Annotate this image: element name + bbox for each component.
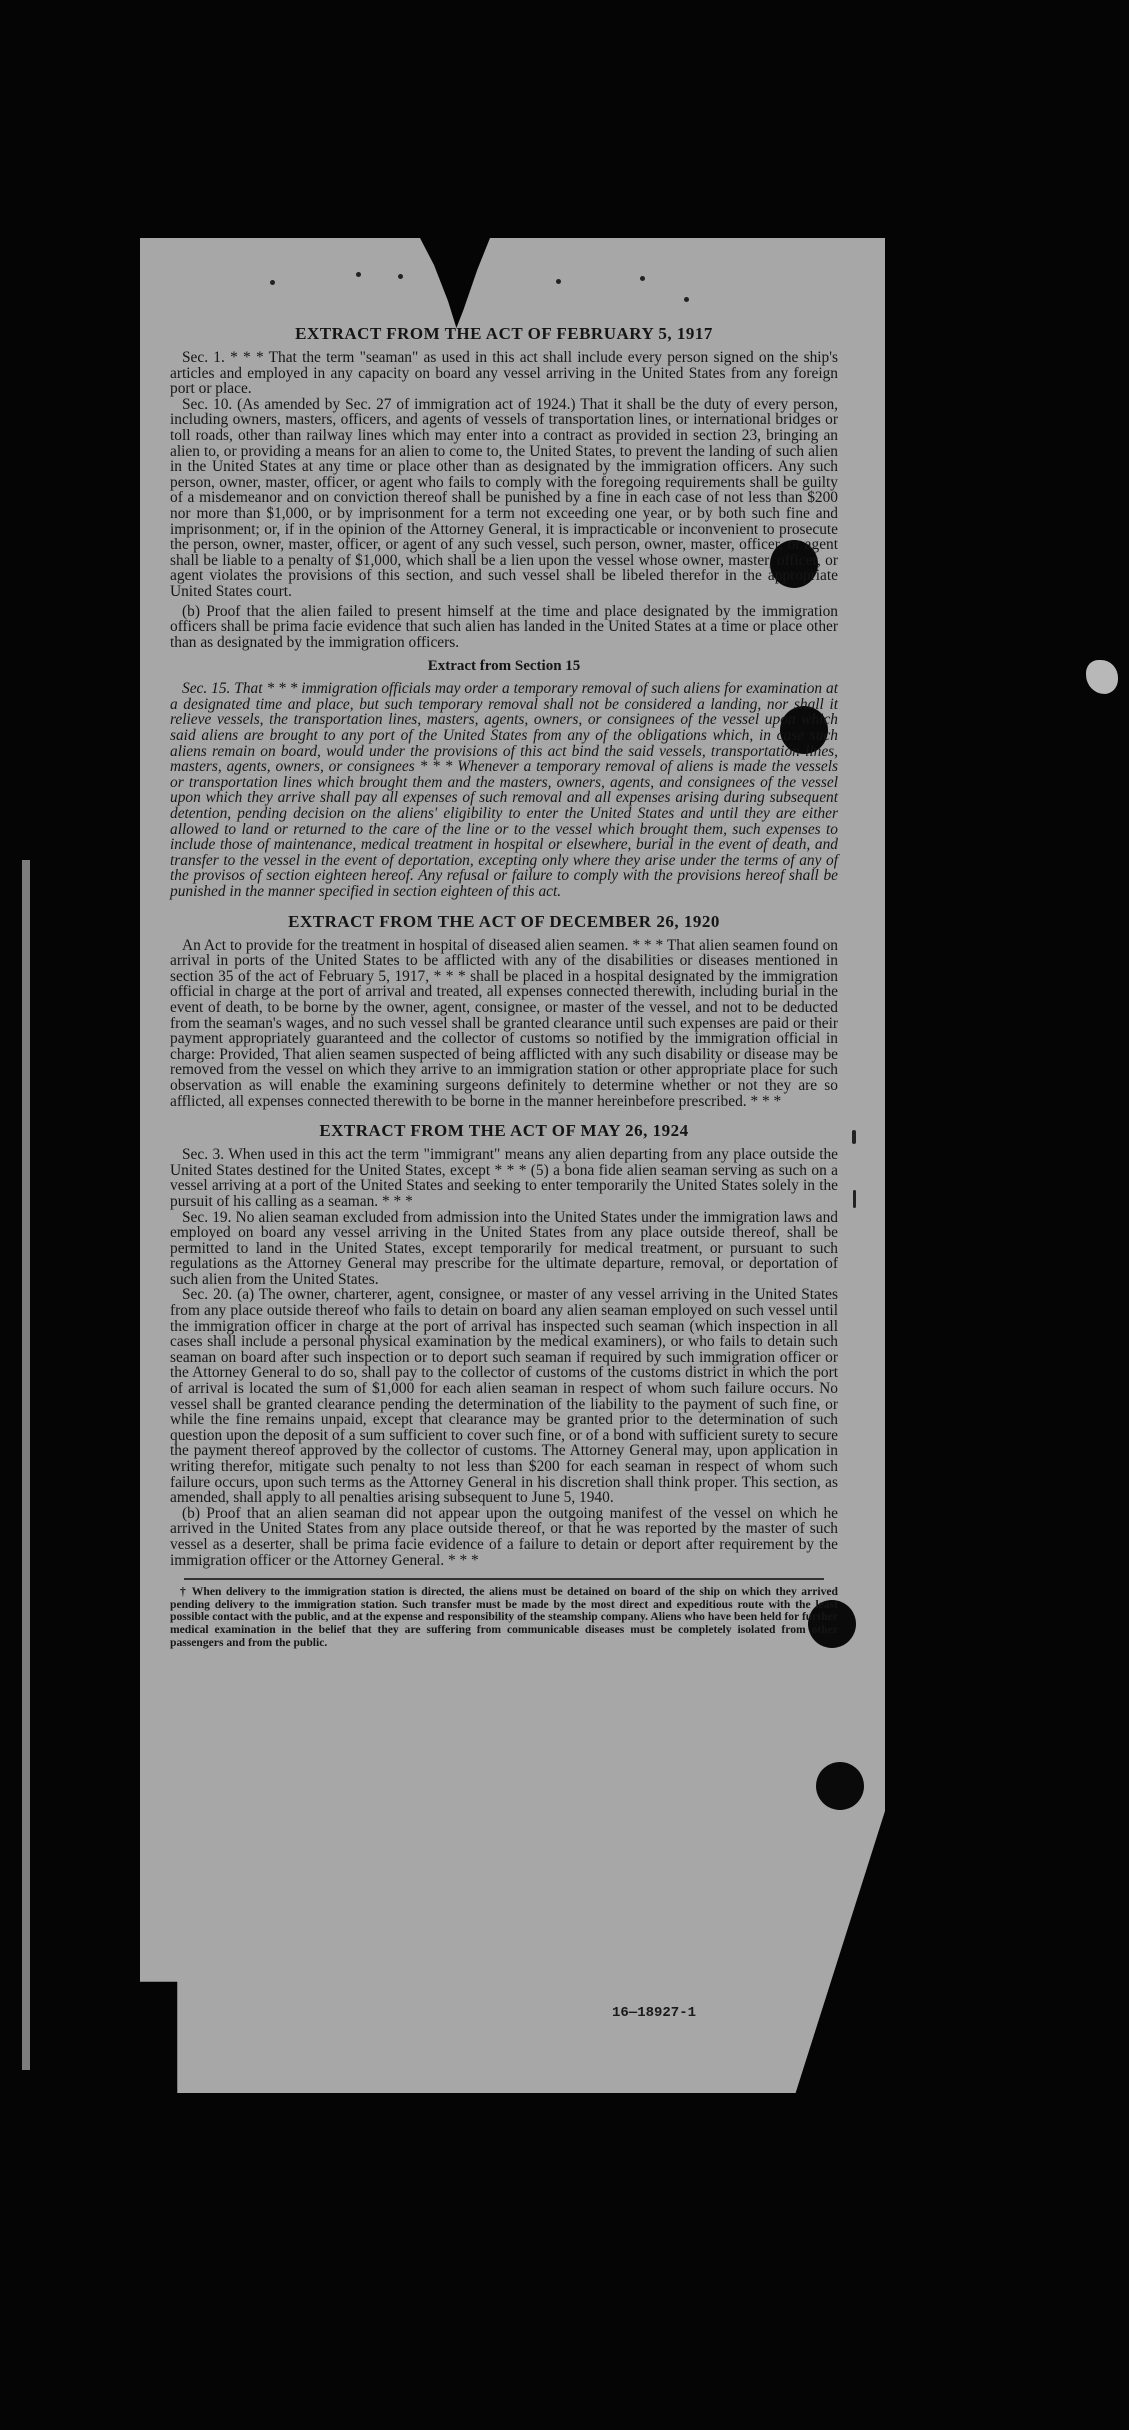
section-3: Sec. 3. When used in this act the term "immigrant" means any alien departing from any place outside the United States destined for the United States, except * * * (5) a bona fide alien seaman serving as such on a vessel arriving at a port of the United States and seeking to enter temporarily the United States solely in the pursuit of his calling as a seaman. * * * [170,1146,838,1210]
punch-hole [816,1762,864,1810]
speck [398,274,403,279]
speck [640,276,645,281]
heading-act-1920: EXTRACT FROM THE ACT OF DECEMBER 26, 1920 [288,911,720,931]
speck [853,1190,856,1208]
section-20a: Sec. 20. (a) The owner, charterer, agent, consignee, or master of any vessel arriving in the United States from any place outside thereof who fails to detain on board any alien seaman employed on such vessel until the immigration officer in charge at the port of arrival has inspected such seaman (which inspection in all cases shall include a personal physical examination by the medical examiners), or who fails to detain such seaman on board after such inspection or to deport such seaman if required by such immigration officer or the Attorney General to do so, shall pay to the collector of customs of the customs district in which the port of arrival is located the sum of $1,000 for each alien seaman in respect of whom such failure occurs. No vessel shall be granted clearance pending the determination of the liability to the payment of such fine, or while the fine remains unpaid, except that clearance may be granted prior to the determination of such question upon the deposit of a sum sufficient to cover such fine, or of a bond with sufficient surety to secure the payment thereof approved by the collector of customs. The Attorney General may, upon application in writing therefor, mitigate such penalty to not less than $200 for each seaman in respect of whom such failure occurs, upon such terms as the Attorney General in his discretion shall think proper. This section, as amended, shall apply to all penalties arising subsequent to June 5, 1940. [170,1286,838,1507]
film-edge-strip [22,860,30,2070]
section-20b: (b) Proof that an alien seaman did not appear upon the outgoing manifest of the vessel on which he arrived in the United States from any place outside thereof, or that he was reported by the master of such vessel as a deserter, shall be prima facie evidence of a failure to detain or deport after requirement by the immigration officer or the Attorney General. * * * [170,1504,838,1569]
heading-act-1917: EXTRACT FROM THE ACT OF FEBRUARY 5, 1917 [295,324,713,343]
heading-act-1924: EXTRACT FROM THE ACT OF MAY 26, 1924 [319,1121,689,1141]
section-15: Sec. 15. That * * * immigration officials may order a temporary removal of such aliens for examination at a designated time and place, but such temporary removal shall not be considered a landing, nor shall it relieve vessels, the transportation lines, masters, agents, owners, or consignees of the vessel upon which said aliens are brought to any port of the United States from any of the obligations which, in case such aliens remain on board, would under the provisions of this act bind the said vessels, transportation lines, masters, agents, owners, or consignees * * * Whenever a temporary removal of aliens is made the vessels or transportation lines which brought them and the masters, owners, agents, and consignees of the vessel upon which they arrive shall pay all expenses of such removal and all expenses arising during subsequent detention, pending decision on the aliens' eligibility to enter the United States and until they are either allowed to land or returned to the care of the line or to the vessel which brought them, such expenses to include those of maintenance, medical treatment in hospital or elsewhere, burial in the event of death, and transfer to the vessel in the event of deportation, excepting only where they arise under the terms of any of the provisos of section eighteen hereof. Any refusal or failure to comply with the provisions hereof shall be punished in the manner specified in section eighteen of this act. [170,680,838,900]
section-19: Sec. 19. No alien seaman excluded from admission into the United States under the immigration laws and employed on board any vessel arriving in the United States from any place outside thereof, shall be permitted to land in the United States, except temporarily for medical treatment, or pursuant to such regulations as the Attorney General may prescribe for the ultimate departure, removal, or deportation of such alien from the United States. [170,1208,838,1288]
footnote-divider [184,1578,824,1580]
paper-scrap [1086,660,1118,694]
subheading-section-15: Extract from Section 15 [427,658,581,675]
footnote: † When delivery to the immigration station is directed, the aliens must be detained on board of the ship on which they arrived pending delivery to the immigration station. Such transfer must be made by the most direct and expeditious route with the least possible contact with the public, and at the expense and responsibility of the steamship company. Aliens who have been held for further medical examination in the belief that they are suffering from communicable diseases must be completely isolated from other passengers and from the public. [170,1585,838,1649]
document-text [170,318,838,1649]
speck [356,272,361,277]
speck [556,279,561,284]
section-10: Sec. 10. (As amended by Sec. 27 of immigration act of 1924.) That it shall be the duty of every person, including owners, masters, officers, and agents of vessels of transportation lines, or international bridges or toll roads, other than railway lines which may enter into a contract as provided in section 23, bringing an alien to, or providing a means for an alien to come to, the United States, to prevent the landing of such alien in the United States at any time or place other than as designated by the immigration officers. Any such person, owner, master, officer, or agent who fails to comply with the foregoing requirements shall be guilty of a misdemeanor and on conviction thereof shall be punished by a fine in each case of not less than $200 nor more than $1,000, or by imprisonment for a term not exceeding one year, or by both such fine and imprisonment; or, if in the opinion of the Attorney General, it is impracticable or inconvenient to prosecute the person, owner, master, officer, or agent of any such vessel, such person, owner, master, officer, or agent shall be liable to a penalty of $1,000, which shall be a lien upon the vessel whose owner, master, officer, or agent violates the provisions of this section, and such vessel shall be libeled therefor in the appropriate United States court. [170,395,838,600]
speck [852,1130,856,1144]
section-1: Sec. 1. * * * That the term "seaman" as used in this act shall include every person signed on the ship's articles and employed in any capacity on board any vessel arriving in the United States from any foreign port or place. [170,349,838,398]
section-10b: (b) Proof that the alien failed to present himself at the time and place designated by the immigration officers shall be prima facie evidence that such alien has landed in the United States at a time or place other than as designated by the immigration officers. [170,602,838,651]
form-number: 16—18927-1 [612,2005,697,2021]
speck [684,297,689,302]
act-1920-text: An Act to provide for the treatment in hospital of diseased alien seamen. * * * That alien seamen found on arrival in ports of the United States to be afflicted with any of the disabilities or diseases mentioned in section 35 of the act of February 5, 1917, * * * shall be placed in a hospital designated by the immigration official in charge at the port of arrival and treated, all expenses connected therewith, including burial in the event of death, to be borne by the owner, agent, consignee, or master of the vessel, and not to be deducted from the seaman's wages, and no such vessel shall be granted clearance until such expenses are paid or their payment appropriately guaranteed and the collector of customs so notified by the immigration official in charge: Provided, That alien seamen suspected of being afflicted with any such disability or disease may be removed from the vessel on which they arrive to an immigration station or other appropriate place for such observation as will enable the examining surgeons definitely to determine whether or not they are so afflicted, all expenses connected therewith to be borne in the manner hereinbefore prescribed. * * * [170,936,838,1110]
speck [270,280,275,285]
